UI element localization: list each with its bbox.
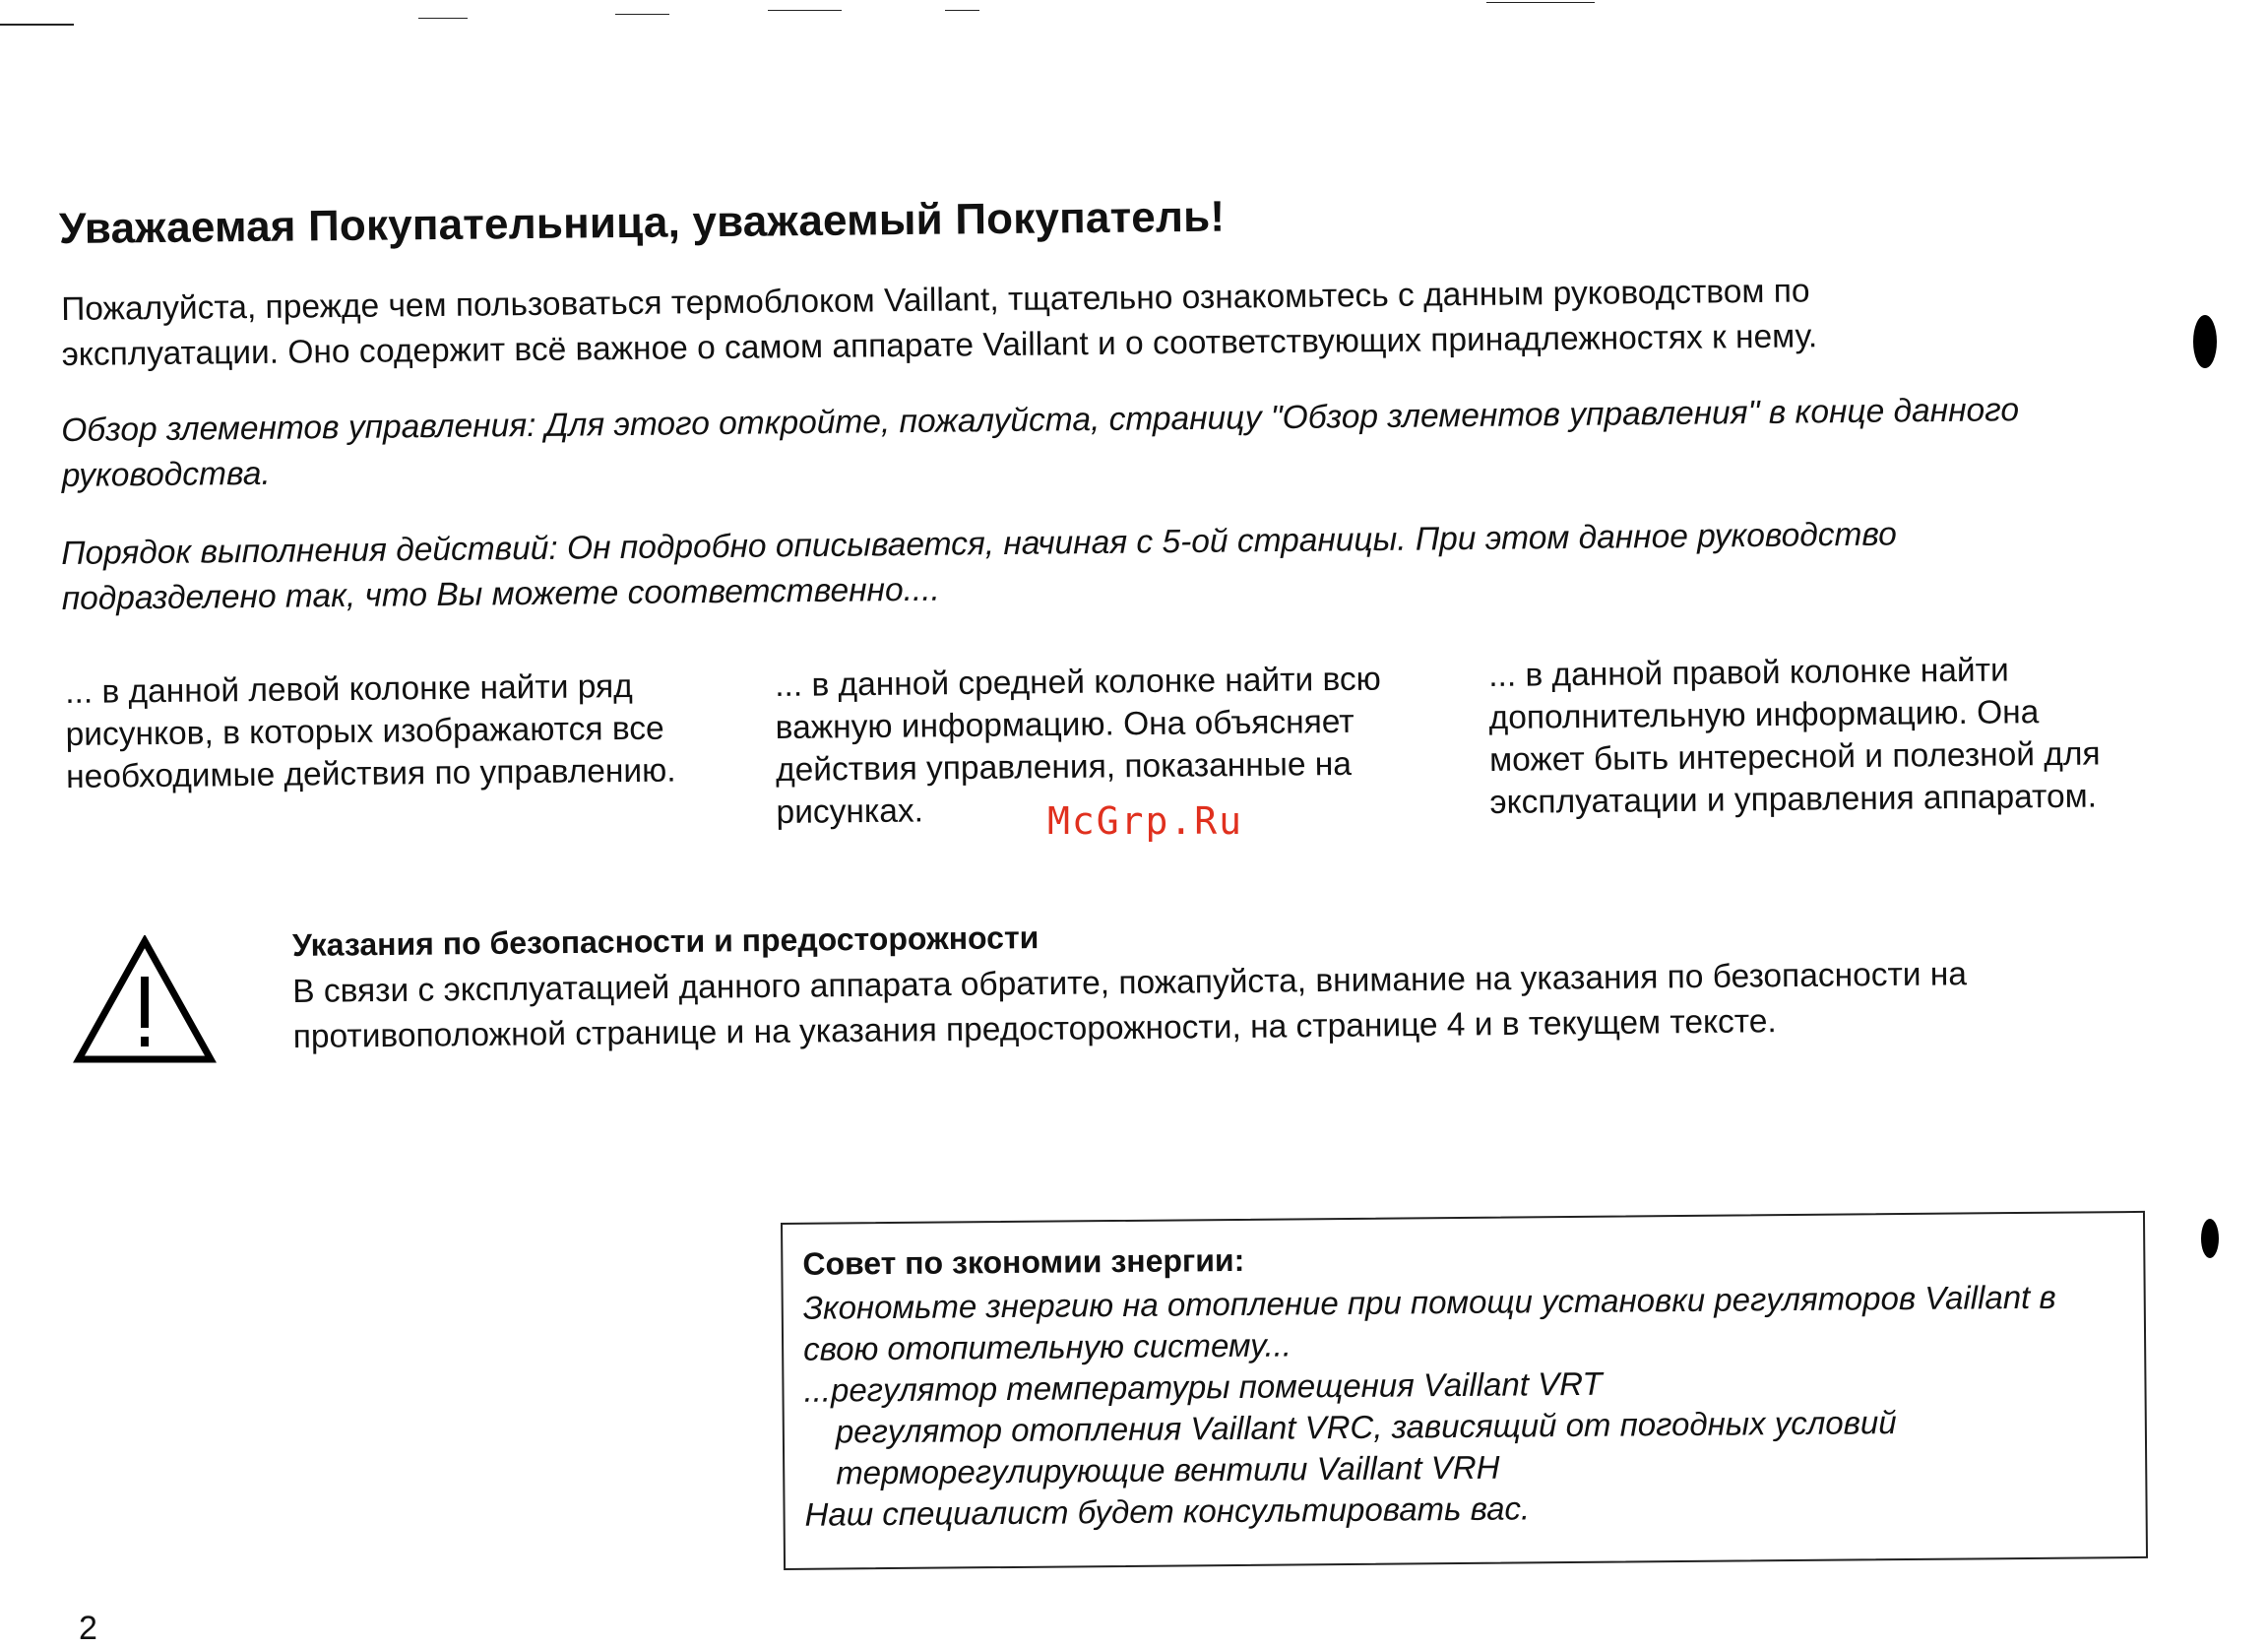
warning-triangle-icon <box>73 935 217 1067</box>
energy-tip-line: Зкономьте знергию на отопление при помощи установки регуляторов Vaillant в <box>802 1278 2056 1326</box>
overview-line-1: Обзор злементов управления: Для этого откройте, пожалуйста, страницу "Обзор злементов управления" в конце данного <box>61 392 2020 449</box>
right-column <box>1488 649 2101 824</box>
left-column-line: необходимые действия по управлению. <box>65 752 676 795</box>
overview-paragraph <box>61 387 2110 499</box>
overview-line-2: руководства. <box>61 455 271 494</box>
middle-column-line: действия управления, показанные на <box>775 745 1353 789</box>
intro-line-2: эксплуатации. Оно содержит всё важное о самом аппарате Vaillant и о соответствующих принадлежностях к нему. <box>61 318 1818 373</box>
left-column <box>65 666 676 798</box>
energy-tip-line: свою отопительную систему... <box>802 1326 1292 1367</box>
energy-tip-line: регулятор отопления Vaillant VRC, зависящий от погодных условий <box>835 1404 1897 1450</box>
procedure-line-2: подразделено так, что Вы можете соответственно.... <box>61 571 941 617</box>
right-column-line: дополнительную информацию. Она <box>1488 694 2040 736</box>
right-column-line: может быть интересной и полезной для <box>1488 735 2101 779</box>
energy-tip-box <box>781 1211 2148 1570</box>
energy-tip-line: Наш специалист будет консультировать вас. <box>804 1490 1531 1533</box>
watermark: McGrp.Ru <box>1047 799 1244 843</box>
intro-paragraph <box>61 266 2110 378</box>
left-column-line: ... в данной левой колонке найти ряд <box>65 667 633 711</box>
right-column-line: ... в данной правой колонке найти <box>1488 652 2009 694</box>
page-title: Уважаемая Покупательница, уважаемый Покупатель! <box>58 192 1226 253</box>
safety-title: Указания по безопасности и предосторожности <box>291 919 1040 963</box>
procedure-line-1: Порядок выполнения действий: Он подробно описывается, начиная с 5-ой страницы. При этом данное руководство <box>61 516 1898 572</box>
energy-tip-line: терморегулирующие вентили Vaillant VRH <box>836 1448 1500 1491</box>
middle-column-line: рисунках. <box>776 792 924 831</box>
right-column-line: эксплуатации и управления аппаратом. <box>1489 778 2098 821</box>
intro-line-1: Пожалуйста, прежде чем пользоваться термоблоком Vaillant, тщательно ознакомьтесь с данным руководством по <box>61 273 1810 328</box>
safety-line-1: В связи с эксплуатацией данного аппарата обратите, пожапуйста, внимание на указания по безопасности на <box>292 956 1968 1010</box>
page-number: 2 <box>79 1610 97 1647</box>
middle-column-line: важную информацию. Она объясняет <box>775 703 1354 746</box>
safety-text <box>292 950 2164 1060</box>
binding-hole-mark <box>2201 1219 2219 1258</box>
safety-line-2: противоположной странице и на указания предосторожности, на странице 4 и в текущем тексте. <box>292 1003 1777 1055</box>
middle-column-line: ... в данной средней колонке найти всю <box>775 661 1381 704</box>
left-column-line: рисунков, в которых изображаются все <box>65 710 664 753</box>
energy-tip-title: Совет по зкономии знергии: <box>802 1241 1245 1282</box>
procedure-paragraph <box>61 510 2110 622</box>
binding-hole-mark <box>2193 315 2217 368</box>
energy-tip-line: ...регулятор температуры помещения Vaillant VRT <box>803 1364 1603 1409</box>
